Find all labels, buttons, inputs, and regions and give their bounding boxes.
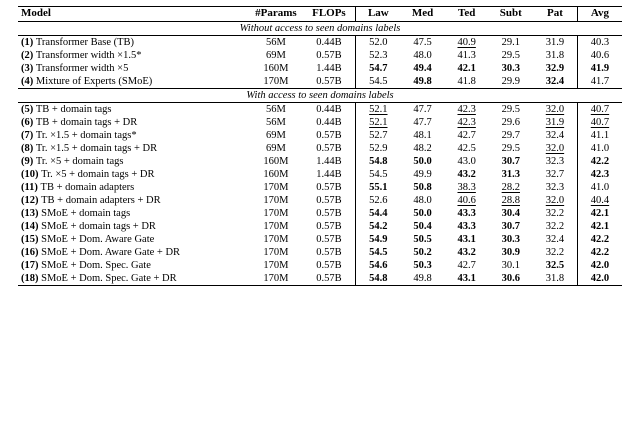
cell-law: 55.1 bbox=[356, 181, 401, 194]
cell-ted: 42.5 bbox=[457, 142, 476, 154]
cell-avg: 42.2 bbox=[577, 155, 622, 168]
cell-law: 52.7 bbox=[356, 129, 401, 142]
cell-ted: 42.7 bbox=[457, 129, 476, 141]
cell-law: 54.7 bbox=[356, 62, 401, 75]
cell-subt: 30.1 bbox=[501, 259, 520, 271]
table-header-row bbox=[18, 7, 622, 22]
cell-pat: 32.5 bbox=[545, 259, 565, 271]
cell-subt: 30.9 bbox=[501, 246, 520, 258]
cell-params: 69M bbox=[265, 49, 286, 61]
cell-ted: 40.9 bbox=[445, 35, 489, 49]
cell-pat: 32.4 bbox=[545, 233, 565, 245]
cell-ted: 42.1 bbox=[457, 62, 476, 74]
cell-law: 52.9 bbox=[356, 142, 401, 155]
table-row bbox=[18, 168, 622, 181]
cell-med: 48.0 bbox=[413, 49, 432, 61]
cell-subt: 28.8 bbox=[501, 194, 520, 206]
cell-ted: 43.3 bbox=[457, 220, 476, 232]
row-index: (5) bbox=[21, 103, 36, 115]
cell-ted: 40.6 bbox=[457, 194, 476, 206]
row-index: (15) bbox=[21, 233, 42, 245]
cell-flops: 0.57B bbox=[316, 49, 342, 61]
cell-params: 170M bbox=[263, 207, 289, 219]
cell-med: 47.5 bbox=[400, 35, 444, 49]
cell-params: 170M bbox=[263, 181, 289, 193]
cell-pat: 32.4 bbox=[545, 75, 565, 87]
cell-med: 50.3 bbox=[413, 259, 432, 271]
cell-subt: 29.5 bbox=[501, 49, 520, 61]
cell-ted: 42.3 bbox=[445, 102, 489, 116]
cell-med: 50.8 bbox=[413, 181, 432, 193]
cell-model: (10) Tr. ×5 + domain tags + DR bbox=[21, 168, 155, 180]
cell-subt: 30.4 bbox=[501, 207, 520, 219]
cell-flops: 0.57B bbox=[316, 194, 342, 206]
cell-med: 47.7 bbox=[400, 102, 444, 116]
cell-params: 56M bbox=[249, 35, 302, 49]
section-header-row bbox=[18, 21, 622, 35]
cell-flops: 1.44B bbox=[316, 155, 342, 167]
cell-model: (17) SMoE + Dom. Spec. Gate bbox=[21, 259, 151, 271]
cell-pat: 32.2 bbox=[545, 246, 565, 258]
cell-params: 160M bbox=[263, 168, 289, 180]
cell-params: 170M bbox=[263, 233, 289, 245]
cell-ted: 43.1 bbox=[445, 272, 489, 286]
row-index: (13) bbox=[21, 207, 42, 219]
cell-pat: 32.0 bbox=[533, 102, 577, 116]
row-index: (16) bbox=[21, 246, 42, 258]
cell-pat: 32.4 bbox=[545, 129, 565, 141]
cell-subt: 30.7 bbox=[501, 155, 520, 167]
cell-avg: 42.2 bbox=[577, 233, 622, 246]
cell-model: (15) SMoE + Dom. Aware Gate bbox=[21, 233, 155, 245]
section-header-row bbox=[18, 88, 622, 102]
cell-pat: 32.0 bbox=[545, 142, 565, 154]
row-index: (17) bbox=[21, 259, 42, 271]
table-row bbox=[18, 75, 622, 89]
table-head bbox=[18, 7, 622, 22]
cell-med: 50.4 bbox=[413, 220, 432, 232]
cell-pat: 32.7 bbox=[545, 168, 565, 180]
table-body bbox=[18, 21, 622, 285]
cell-pat: 32.9 bbox=[545, 62, 565, 74]
cell-med: 47.7 bbox=[413, 116, 432, 128]
cell-avg: 40.4 bbox=[577, 194, 622, 207]
row-index: (3) bbox=[21, 62, 36, 74]
cell-subt: 30.7 bbox=[501, 220, 520, 232]
cell-law: 54.8 bbox=[356, 155, 401, 168]
cell-flops: 0.57B bbox=[316, 233, 342, 245]
cell-avg: 41.9 bbox=[577, 62, 622, 75]
row-index: (14) bbox=[21, 220, 42, 232]
cell-pat: 32.0 bbox=[545, 194, 565, 206]
cell-model: (1) Transformer Base (TB) bbox=[18, 35, 249, 49]
cell-law: 52.1 bbox=[356, 116, 401, 129]
cell-avg: 42.0 bbox=[577, 272, 622, 286]
column-header-model: Model bbox=[18, 7, 249, 22]
results-table bbox=[18, 6, 622, 286]
table-row bbox=[18, 194, 622, 207]
row-index: (11) bbox=[21, 181, 41, 193]
cell-law: 54.5 bbox=[356, 246, 401, 259]
cell-law: 54.2 bbox=[356, 220, 401, 233]
table-row bbox=[18, 220, 622, 233]
cell-avg: 41.0 bbox=[577, 142, 622, 155]
cell-subt: 29.6 bbox=[501, 116, 520, 128]
cell-avg: 41.0 bbox=[577, 181, 622, 194]
cell-pat: 32.2 bbox=[545, 220, 565, 232]
cell-params: 170M bbox=[263, 194, 289, 206]
row-index: (6) bbox=[21, 116, 36, 128]
cell-avg: 40.6 bbox=[577, 49, 622, 62]
cell-params: 170M bbox=[263, 246, 289, 258]
cell-flops: 0.44B bbox=[303, 102, 356, 116]
cell-model: (2) Transformer width ×1.5* bbox=[21, 49, 142, 61]
cell-med: 50.2 bbox=[413, 246, 432, 258]
cell-subt: 29.9 bbox=[501, 75, 520, 87]
column-header-law: Law bbox=[356, 7, 401, 22]
row-index: (4) bbox=[21, 75, 36, 87]
table-row bbox=[18, 272, 622, 286]
cell-params: 69M bbox=[265, 142, 286, 154]
cell-law: 52.6 bbox=[356, 194, 401, 207]
cell-ted: 38.3 bbox=[457, 181, 476, 193]
table-row bbox=[18, 49, 622, 62]
cell-flops: 0.57B bbox=[316, 259, 342, 271]
column-header-params: #Params bbox=[249, 7, 302, 22]
cell-pat: 32.3 bbox=[545, 155, 565, 167]
cell-avg: 42.3 bbox=[577, 168, 622, 181]
cell-med: 48.1 bbox=[413, 129, 432, 141]
cell-med: 50.5 bbox=[413, 233, 432, 245]
row-index: (7) bbox=[21, 129, 36, 141]
cell-avg: 40.7 bbox=[577, 102, 622, 116]
cell-avg: 40.3 bbox=[577, 35, 622, 49]
cell-flops: 0.57B bbox=[316, 181, 342, 193]
cell-ted: 43.2 bbox=[457, 168, 476, 180]
cell-model: (9) Tr. ×5 + domain tags bbox=[21, 155, 124, 167]
cell-law: 54.4 bbox=[356, 207, 401, 220]
cell-subt: 29.5 bbox=[489, 102, 533, 116]
table-row bbox=[18, 207, 622, 220]
cell-flops: 0.57B bbox=[316, 246, 342, 258]
cell-ted: 43.3 bbox=[457, 207, 476, 219]
cell-model: (6) TB + domain tags + DR bbox=[21, 116, 138, 128]
table-row bbox=[18, 62, 622, 75]
row-index: (8) bbox=[21, 142, 36, 154]
cell-med: 50.0 bbox=[413, 207, 432, 219]
cell-params: 56M bbox=[249, 102, 302, 116]
cell-ted: 41.3 bbox=[457, 49, 476, 61]
cell-pat: 31.9 bbox=[545, 116, 565, 128]
cell-med: 49.8 bbox=[413, 75, 432, 87]
column-header-ted: Ted bbox=[445, 7, 489, 22]
table-row bbox=[18, 181, 622, 194]
cell-params: 56M bbox=[265, 116, 286, 128]
cell-pat: 32.2 bbox=[545, 207, 565, 219]
table-row bbox=[18, 259, 622, 272]
cell-model: (4) Mixture of Experts (SMoE) bbox=[21, 75, 153, 87]
cell-model: (14) SMoE + domain tags + DR bbox=[21, 220, 156, 232]
cell-med: 48.0 bbox=[413, 194, 432, 206]
cell-avg: 42.1 bbox=[577, 220, 622, 233]
column-header-subt: Subt bbox=[489, 7, 533, 22]
cell-params: 170M bbox=[263, 220, 289, 232]
cell-model: (3) Transformer width ×5 bbox=[21, 62, 129, 74]
cell-subt: 30.6 bbox=[489, 272, 533, 286]
table-row bbox=[18, 155, 622, 168]
cell-law: 54.5 bbox=[356, 75, 401, 89]
cell-pat: 31.9 bbox=[533, 35, 577, 49]
table-row bbox=[18, 116, 622, 129]
cell-med: 49.9 bbox=[413, 168, 432, 180]
cell-med: 50.0 bbox=[413, 155, 432, 167]
row-index: (10) bbox=[21, 168, 42, 180]
cell-law: 52.3 bbox=[356, 49, 401, 62]
cell-ted: 43.0 bbox=[457, 155, 476, 167]
cell-avg: 41.1 bbox=[577, 129, 622, 142]
cell-subt: 29.5 bbox=[501, 142, 520, 154]
cell-subt: 30.3 bbox=[501, 62, 520, 74]
table-row bbox=[18, 102, 622, 116]
section-title: With access to seen domains labels bbox=[18, 88, 622, 102]
row-index: (12) bbox=[21, 194, 42, 206]
cell-params: 160M bbox=[263, 62, 289, 74]
cell-flops: 0.57B bbox=[316, 142, 342, 154]
cell-flops: 0.57B bbox=[316, 220, 342, 232]
cell-pat: 32.3 bbox=[545, 181, 565, 193]
cell-pat: 31.8 bbox=[545, 49, 565, 61]
row-index: (9) bbox=[21, 155, 36, 167]
cell-ted: 42.7 bbox=[457, 259, 476, 271]
cell-subt: 31.3 bbox=[501, 168, 520, 180]
cell-avg: 42.0 bbox=[577, 259, 622, 272]
table-row bbox=[18, 35, 622, 49]
cell-model: (13) SMoE + domain tags bbox=[21, 207, 131, 219]
cell-med: 49.8 bbox=[400, 272, 444, 286]
cell-params: 170M bbox=[263, 75, 289, 87]
column-header-pat: Pat bbox=[533, 7, 577, 22]
cell-subt: 29.7 bbox=[501, 129, 520, 141]
cell-model: (7) Tr. ×1.5 + domain tags* bbox=[21, 129, 137, 141]
cell-law: 52.1 bbox=[356, 102, 401, 116]
cell-model: (12) TB + domain adapters + DR bbox=[21, 194, 161, 206]
column-header-med: Med bbox=[400, 7, 444, 22]
cell-subt: 29.1 bbox=[489, 35, 533, 49]
cell-flops: 0.57B bbox=[316, 207, 342, 219]
cell-params: 170M bbox=[263, 259, 289, 271]
table-row bbox=[18, 129, 622, 142]
row-index: (1) bbox=[21, 36, 36, 48]
cell-ted: 43.2 bbox=[457, 246, 476, 258]
cell-avg: 42.2 bbox=[577, 246, 622, 259]
cell-ted: 42.3 bbox=[457, 116, 476, 128]
cell-ted: 43.1 bbox=[457, 233, 476, 245]
cell-flops: 0.44B bbox=[316, 116, 342, 128]
section-title: Without access to seen domains labels bbox=[239, 22, 401, 34]
cell-subt: 30.3 bbox=[501, 233, 520, 245]
cell-model: (11) TB + domain adapters bbox=[21, 181, 135, 193]
cell-flops: 1.44B bbox=[316, 62, 342, 74]
cell-model: (18) SMoE + Dom. Spec. Gate + DR bbox=[18, 272, 249, 286]
cell-law: 54.9 bbox=[356, 233, 401, 246]
cell-avg: 41.7 bbox=[577, 75, 622, 89]
cell-flops: 0.57B bbox=[303, 272, 356, 286]
cell-model: (5) TB + domain tags bbox=[18, 102, 249, 116]
cell-params: 160M bbox=[263, 155, 289, 167]
cell-model: (8) Tr. ×1.5 + domain tags + DR bbox=[21, 142, 158, 154]
cell-params: 69M bbox=[265, 129, 286, 141]
cell-model: (16) SMoE + Dom. Aware Gate + DR bbox=[21, 246, 181, 258]
cell-avg: 40.7 bbox=[577, 116, 622, 129]
row-index: (2) bbox=[21, 49, 36, 61]
table-row bbox=[18, 233, 622, 246]
cell-ted: 41.8 bbox=[457, 75, 476, 87]
cell-subt: 28.2 bbox=[501, 181, 520, 193]
cell-law: 54.8 bbox=[356, 272, 401, 286]
table-row bbox=[18, 142, 622, 155]
cell-flops: 0.57B bbox=[316, 75, 342, 87]
cell-law: 54.5 bbox=[356, 168, 401, 181]
cell-avg: 42.1 bbox=[577, 207, 622, 220]
cell-law: 52.0 bbox=[356, 35, 401, 49]
cell-med: 48.2 bbox=[413, 142, 432, 154]
cell-flops: 0.57B bbox=[316, 129, 342, 141]
column-header-flops: FLOPs bbox=[303, 7, 356, 22]
row-index: (18) bbox=[21, 272, 42, 284]
cell-law: 54.6 bbox=[356, 259, 401, 272]
cell-med: 49.4 bbox=[413, 62, 432, 74]
cell-flops: 1.44B bbox=[316, 168, 342, 180]
cell-params: 170M bbox=[249, 272, 302, 286]
column-header-avg: Avg bbox=[577, 7, 622, 22]
cell-pat: 31.8 bbox=[533, 272, 577, 286]
table-row bbox=[18, 246, 622, 259]
cell-flops: 0.44B bbox=[303, 35, 356, 49]
